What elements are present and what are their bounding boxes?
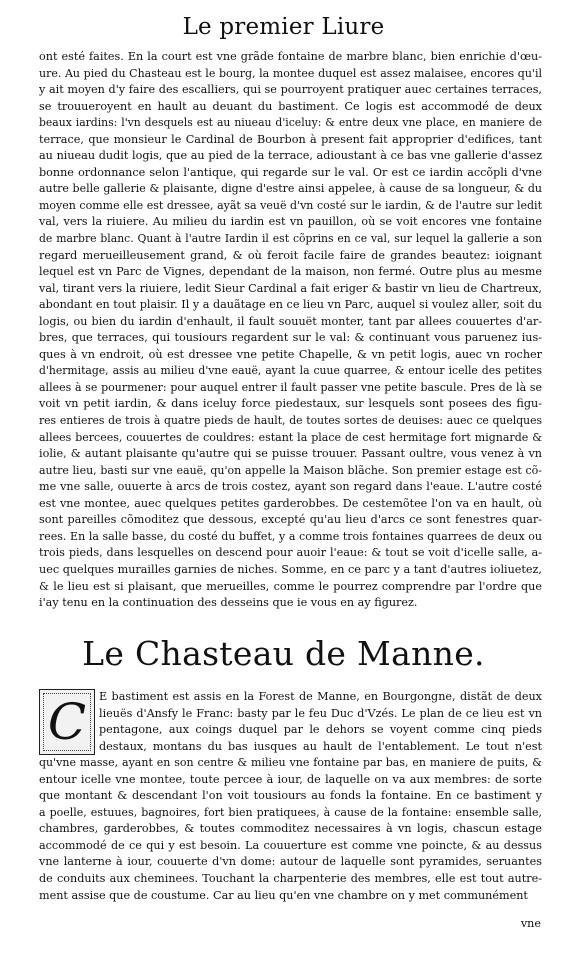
text-line: moyen comme elle est dressee, ayãt sa veuë d'vn costé sur le iardin, & de l'autre sur ledit — [39, 198, 542, 212]
text-line: autre belle gallerie & plaisante, digne d'estre ainsi appelee, à cause de sa longueur, & du — [39, 182, 542, 196]
text-line: val, vers la riuiere. Au milieu du iardin est vn pauillon, où se voit encores vne fontaine — [39, 215, 542, 229]
text-line: y ait moyen d'y faire des escalliers, qui se pourroyent pratiquer auec certaines terraces, — [39, 83, 542, 97]
text-line: allees à se pourmener: pour auquel entrer il fault passer vne petite bascule. Pres de là se — [39, 380, 542, 394]
text-line: ment assise que de coustume. Car au lieu qu'en vne chambre on y met communément — [39, 888, 528, 902]
text-line: allees bercees, couuertes de couldres: estant la place de cest hermitage fort mignarde & — [39, 430, 542, 444]
text-line: sont pareilles cõmoditez que dessous, excepté qu'au lieu d'arcs ce sont fenestres quar- — [39, 513, 542, 527]
text-block-1 — [39, 49, 542, 612]
text-block-2-lines — [39, 689, 542, 904]
text-line: bonne ordonnance selon l'antique, qui regarde sur le val. Or est ce iardin accõpli d'vne — [39, 165, 542, 179]
text-line: logis, ou bien du iardin d'enhault, il fault souuët monter, tant par allees couuertes d'ar- — [39, 314, 542, 328]
running-head: Le premier Liure — [182, 14, 385, 40]
text-line: bres, que terraces, qui tousiours regardent sur le val: & continuant vous paruenez ius- — [39, 331, 542, 345]
text-line: trois pieds, dans lesquelles on descend pour auoir l'eaue: & tout se voit d'icelle salle, a- — [39, 546, 542, 560]
text-line: de marbre blanc. Quant à l'autre Iardin il est cõprins en ce val, sur lequel la gallerie a son — [39, 232, 542, 246]
text-line: & le lieu est si plaisant, que merueilles, comme le pourrez comprendre par l'ordre que — [39, 579, 542, 593]
text-line: terrace, que monsieur le Cardinal de Bourbon à present fait approprier d'edifices, tant — [39, 132, 542, 146]
text-line: beaux iardins: l'vn desquels est au niueau d'iceluy: & entre deux vne place, en maniere de — [39, 116, 542, 130]
text-block-2 — [39, 689, 542, 904]
text-line: me vne salle, ouuerte à arcs de trois costez, ayant son regard dans l'eaue. L'autre costé — [39, 480, 542, 494]
text-line: autre lieu, basti sur vne eauë, qu'on appelle la Maison blãche. Son premier estage est cõ- — [39, 463, 542, 477]
text-line: ques à vn endroit, où est dressee vne petite Chapelle, & vn petit logis, auec vn rocher — [39, 347, 542, 361]
text-line: abondant en tout plaisir. Il y a dauãtage en ce lieu vn Parc, auquel si voulez aller, soit du — [39, 298, 542, 312]
text-line: lieuës d'Ansfy le Franc: basty par le feu Duc d'Vzés. Le plan de ce lieu est vn — [99, 706, 542, 720]
text-line: chambres, garderobbes, & toutes commoditez necessaires à vn logis, chascun estage — [39, 822, 542, 836]
text-line: vne lanterne à iour, couuerte d'vn dome: autour de laquelle sont pyramides, seruantes — [39, 855, 542, 869]
drop-cap-letter: C — [47, 693, 87, 751]
text-line: au niueau dudit logis, que au pied de la terrace, adioustant à ce bas vne gallerie d'assez — [39, 149, 542, 163]
text-line: rees. En la salle basse, du costé du buffet, y a comme trois fontaines quarrees de deux ou — [39, 529, 542, 543]
text-line: pentagone, aux coings duquel par le dehors se voyent comme cinq pieds — [99, 723, 542, 737]
text-line: val, tirant vers la riuiere, ledit Sieur Cardinal a fait eriger & bastir vn lieu de Chartreux, — [39, 281, 542, 295]
text-line: i'ay tenu en la continuation des desseins que ie vous en ay figurez. — [39, 596, 418, 610]
text-line: se trouueroyent en hault au deuant du bastiment. Ce logis est accommodé de deux — [39, 99, 542, 113]
text-line: lequel est vn Parc de Vignes, dependant de la maison, non fermé. Outre plus au mesme — [39, 265, 542, 279]
text-line: iolie, & autant plaisante qu'autre qui se puisse trouuer. Passant oultre, vous venez à vn — [39, 447, 542, 461]
text-line: ure. Au pied du Chasteau est le bourg, la montee duquel est assez malaisee, encores qu'il — [39, 66, 542, 80]
text-line: d'hermitage, assis au milieu d'vne eauë, ayant la cuue quarree, & entour icelle des petites — [39, 364, 542, 378]
text-line: entour icelle vne montee, toute percee à iour, de laquelle on va aux membres: de sorte — [39, 772, 542, 786]
chapter-title: Le Chasteau de Manne. — [82, 634, 485, 673]
text-line: uec quelques murailles garnies de niches. Somme, en ce parc y a tant d'autres ioliuetez, — [39, 562, 542, 576]
text-line: a poelle, estuues, bagnoires, fort bien pratiquees, à cause de la fontaine: ensemble salle, — [39, 805, 542, 819]
text-line: destaux, montans du bas iusques au hault de l'entablement. Le tout n'est — [99, 739, 542, 753]
text-line: qu'vne masse, ayant en son centre & milieu vne fontaine par bas, en maniere de puits, & — [39, 756, 542, 770]
text-line: accommodé de ce qui y est besoin. La couuerture est comme vne poincte, & au dessus — [39, 838, 542, 852]
text-line: que montant & descendant l'on voit tousiours au fonds la fontaine. En ce bastiment y — [39, 789, 542, 803]
text-line: E bastiment est assis en la Forest de Manne, en Bourgongne, distãt de deux — [99, 690, 542, 703]
text-line: voit vn petit iardin, & dans iceluy force piedestaux, sur lesquels sont posees des figu- — [39, 397, 542, 411]
text-line: de conduits aux cheminees. Touchant la charpenterie des membres, elle est tout autre- — [39, 872, 542, 886]
text-line: ont esté faites. En la court est vne grãde fontaine de marbre blanc, bien enrichie d'œu- — [39, 50, 542, 63]
text-line: est vne montee, auec quelques petites garderobbes. De cestemõtee l'on va en hault, où — [39, 496, 542, 510]
catchword: vne — [520, 917, 541, 930]
text-line: res entieres de trois à quatre pieds de hault, de toutes sortes de deuises: auec ce quelques — [39, 414, 542, 428]
text-line: regard merueilleusement grand, & où feroit facile faire de grandes beautez: ioignant — [39, 248, 542, 262]
